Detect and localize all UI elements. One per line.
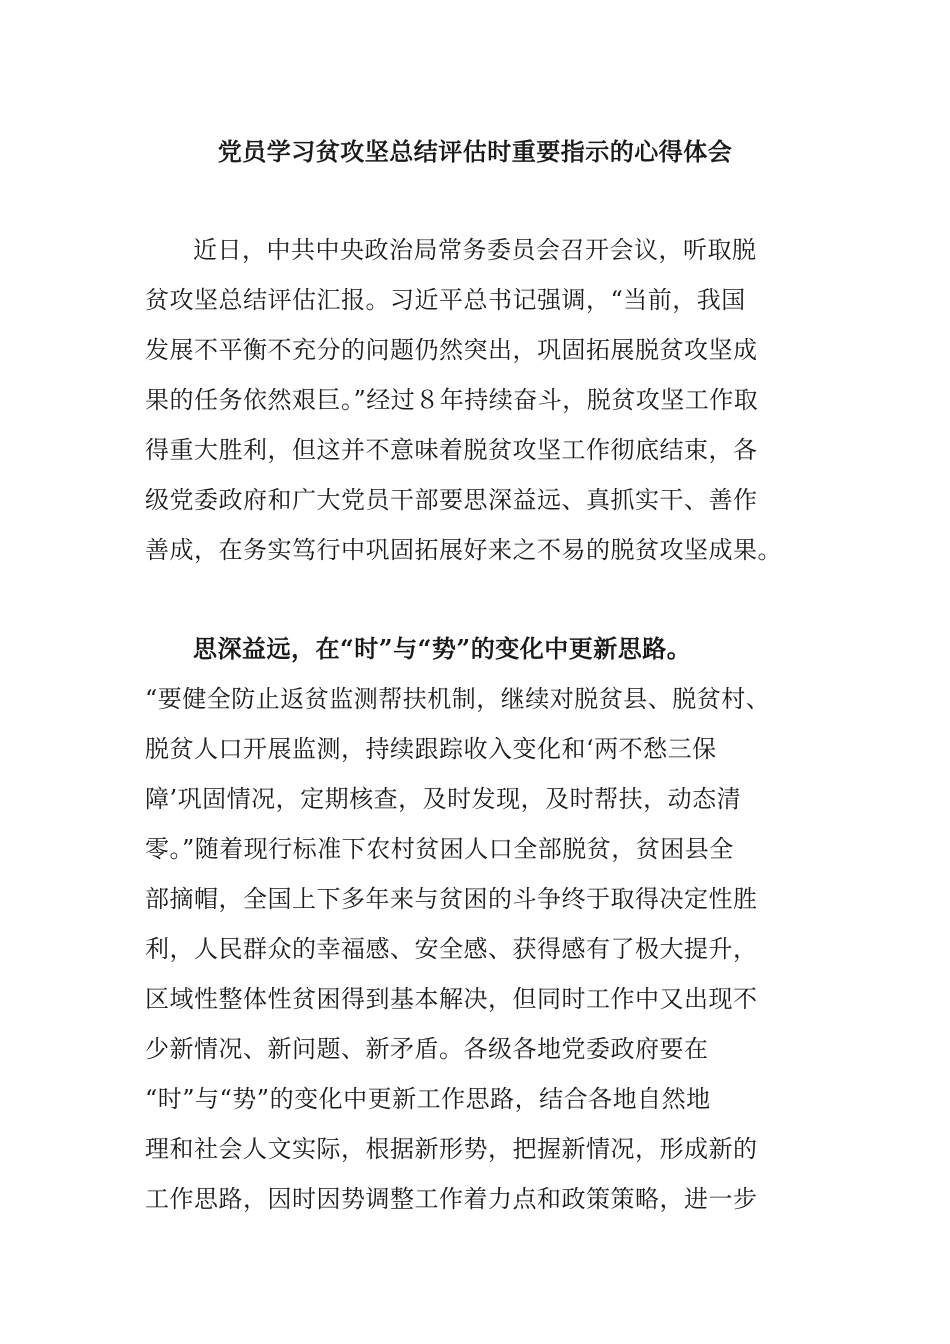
paragraph-line: 脱贫人口开展监测，持续跟踪收入变化和‘两不愁三保 <box>145 735 717 763</box>
document-title: 党员学习贫攻坚总结评估时重要指示的心得体会 <box>217 137 733 166</box>
paragraph-line: 发展不平衡不充分的问题仍然突出，巩固拓展脱贫攻坚成 <box>145 336 758 364</box>
paragraph-line: 近日，中共中央政治局常务委员会召开会议，听取脱 <box>193 236 757 264</box>
paragraph-line: 利，人民群众的幸福感、安全感、获得感有了极大提升， <box>145 935 758 963</box>
paragraph-line: 级党委政府和广大党员干部要思深益远、真抓实干、善作 <box>145 486 758 514</box>
paragraph-line: 工作思路，因时因势调整工作着力点和政策策略，进一步 <box>145 1185 758 1213</box>
paragraph-line: 少新情况、新问题、新矛盾。各级各地党委政府要在 <box>145 1035 709 1063</box>
paragraph-line: “要健全防止返贫监测帮扶机制，继续对脱贫县、脱贫村、 <box>145 685 771 713</box>
paragraph-line: 区域性整体性贫困得到基本解决，但同时工作中又出现不 <box>145 985 758 1013</box>
paragraph-line: 部摘帽，全国上下多年来与贫困的斗争终于取得决定性胜 <box>145 885 758 913</box>
paragraph-line: 零。”随着现行标准下农村贫困人口全部脱贫，贫困县全 <box>145 835 734 863</box>
paragraph-line: 得重大胜利，但这并不意味着脱贫攻坚工作彻底结束，各 <box>145 436 758 464</box>
paragraph-line: 善成，在务实笃行中巩固拓展好来之不易的脱贫攻坚成果。 <box>145 536 782 564</box>
paragraph-line: 理和社会人文实际，根据新形势，把握新情况，形成新的 <box>145 1135 758 1163</box>
paragraph-line: 果的任务依然艰巨。”经过８年持续奋斗，脱贫攻坚工作取 <box>145 386 759 414</box>
paragraph-line: “时”与“势”的变化中更新工作思路，结合各地自然地 <box>145 1085 711 1113</box>
section-heading: 思深益远，在“时”与“势”的变化中更新思路。 <box>193 634 692 663</box>
paragraph-line: 贫攻坚总结评估汇报。习近平总书记强调，“当前，我国 <box>145 286 746 314</box>
paragraph-line: 障’巩固情况，定期核查，及时发现，及时帮扶，动态清 <box>145 785 742 813</box>
